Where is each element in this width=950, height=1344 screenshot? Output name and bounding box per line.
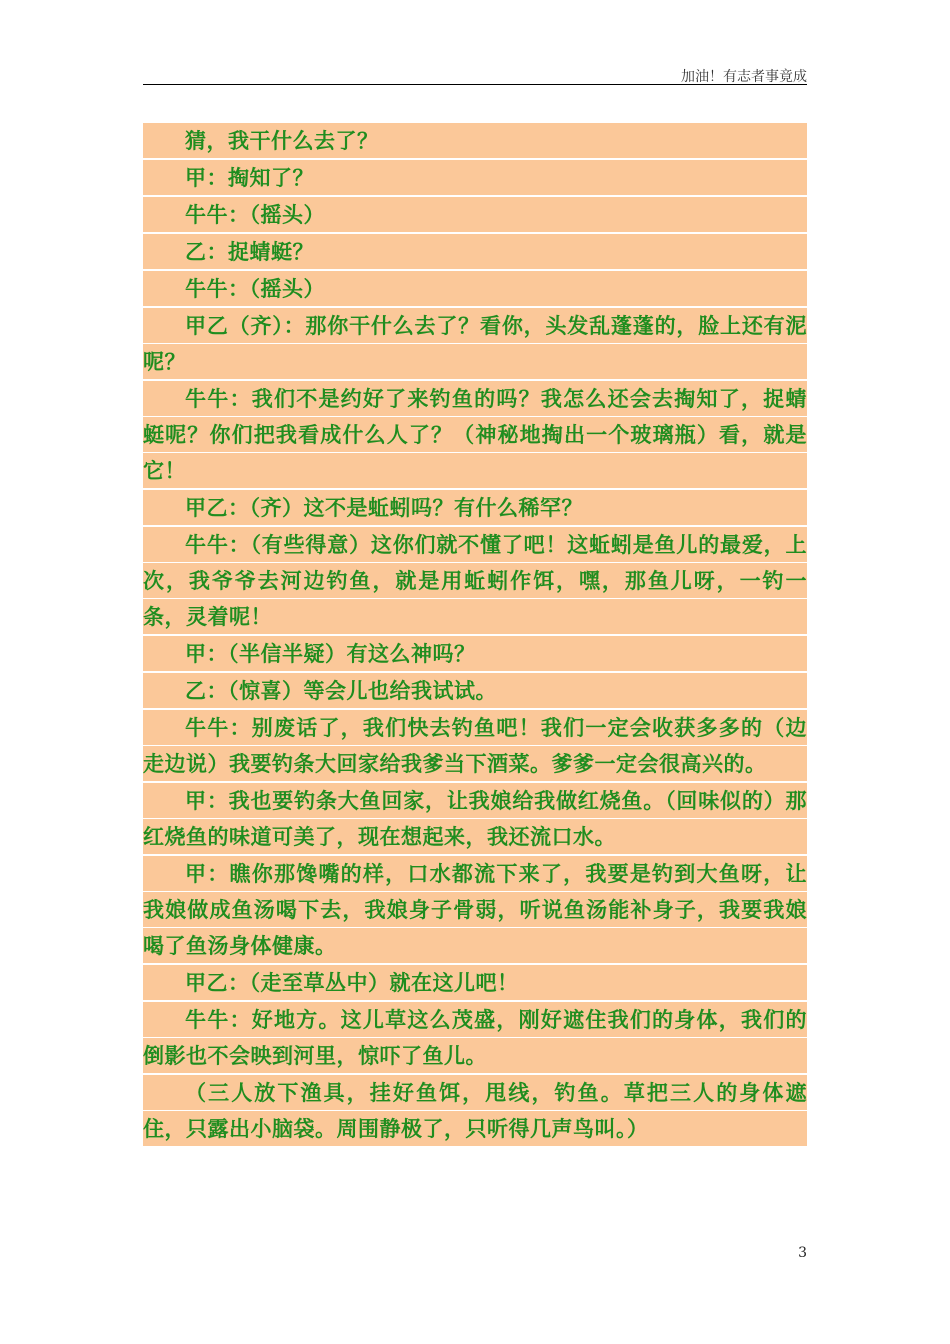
script-line: 猜，我干什么去了？ bbox=[143, 123, 807, 159]
script-line: 甲：瞧你那馋嘴的样，口水都流下来了，我要是钓到大鱼呀，让我娘做成鱼汤喝下去，我娘身子骨弱，听说鱼汤能补身子，我要我娘喝了鱼汤身体健康。 bbox=[143, 856, 807, 964]
script-line: 甲乙：（走至草丛中）就在这儿吧！ bbox=[143, 965, 807, 1001]
script-line: 甲：（半信半疑）有这么神吗？ bbox=[143, 636, 807, 672]
header-motto: 加油！有志者事竟成 bbox=[681, 69, 807, 85]
script-line: 牛牛：别废话了，我们快去钓鱼吧！我们一定会收获多多的（边走边说）我要钓条大回家给我爹当下酒菜。爹爹一定会很高兴的。 bbox=[143, 710, 807, 782]
script-line: 牛牛：（有些得意）这你们就不懂了吧！这蚯蚓是鱼儿的最爱，上次，我爷爷去河边钓鱼，就是用蚯蚓作饵，嘿，那鱼儿呀，一钓一条，灵着呢！ bbox=[143, 527, 807, 635]
page-number: 3 bbox=[798, 1245, 807, 1261]
script-line: 牛牛：（摇头） bbox=[143, 271, 807, 307]
script-body bbox=[143, 123, 807, 1148]
script-line: 甲：掏知了？ bbox=[143, 160, 807, 196]
header-divider bbox=[143, 84, 807, 85]
script-line: 甲乙（齐）：那你干什么去了？看你，头发乱蓬蓬的，脸上还有泥呢？ bbox=[143, 308, 807, 380]
script-line: 牛牛：（摇头） bbox=[143, 197, 807, 233]
stage-direction: （三人放下渔具，挂好鱼饵，甩线，钓鱼。草把三人的身体遮住，只露出小脑袋。周围静极了，只听得几声鸟叫。） bbox=[143, 1075, 807, 1147]
script-line: 甲：我也要钓条大鱼回家，让我娘给我做红烧鱼。（回味似的）那红烧鱼的味道可美了，现在想起来，我还流口水。 bbox=[143, 783, 807, 855]
script-line: 甲乙：（齐）这不是蚯蚓吗？有什么稀罕？ bbox=[143, 490, 807, 526]
script-line: 乙：捉蜻蜓？ bbox=[143, 234, 807, 270]
script-line: 牛牛：好地方。这儿草这么茂盛，刚好遮住我们的身体，我们的倒影也不会映到河里，惊吓了鱼儿。 bbox=[143, 1002, 807, 1074]
script-line: 牛牛：我们不是约好了来钓鱼的吗？我怎么还会去掏知了，捉蜻蜓呢？你们把我看成什么人了？（神秘地掏出一个玻璃瓶）看，就是它！ bbox=[143, 381, 807, 489]
script-line: 乙：（惊喜）等会儿也给我试试。 bbox=[143, 673, 807, 709]
